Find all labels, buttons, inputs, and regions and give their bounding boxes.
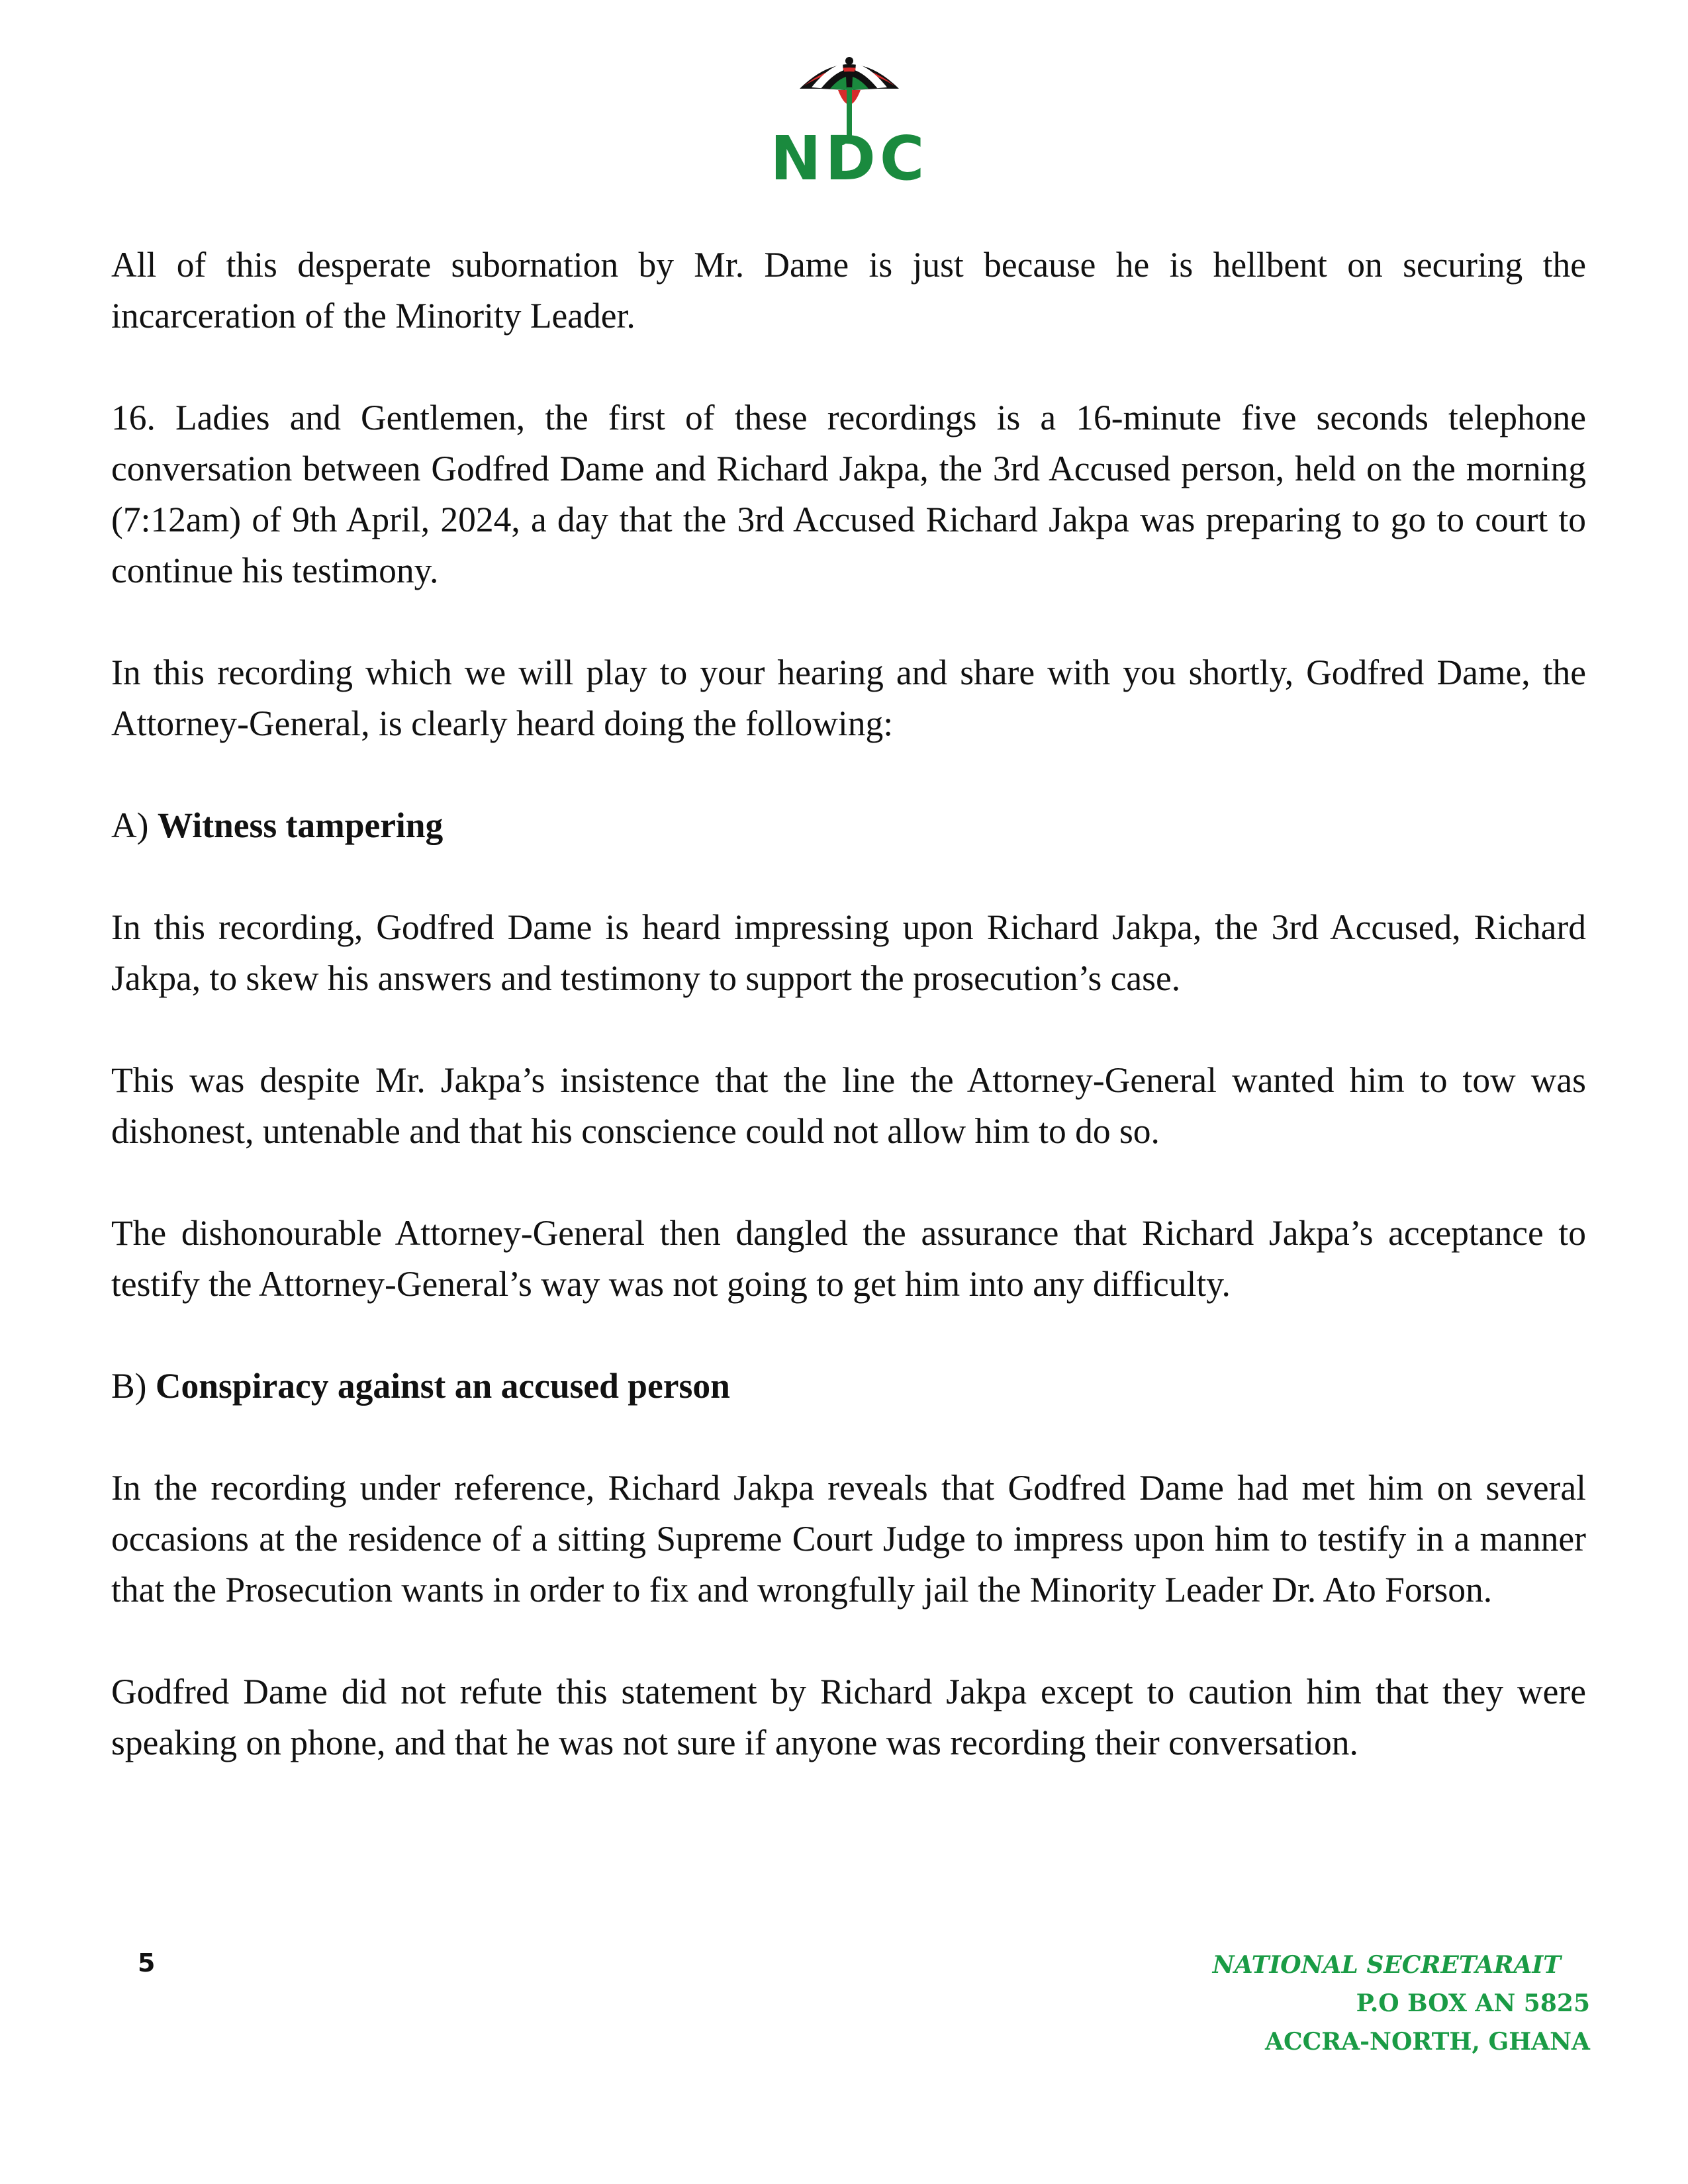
paragraph-3: In this recording which we will play to your hearing and share with you shortly, Godfred Dame, the Attorney-General, is clearly heard doing the following: bbox=[111, 653, 1586, 743]
address-line-3: ACCRA-NORTH, GHANA bbox=[1265, 2028, 1590, 2056]
logo-wordmark: NDC bbox=[770, 123, 929, 194]
paragraph-8: Godfred Dame did not refute this statement by Richard Jakpa except to caution him that they were speaking on phone, and that he was not sure if anyone was recording their conversation. bbox=[111, 1672, 1586, 1762]
paragraph-5: This was despite Mr. Jakpa’s insistence that the line the Attorney-General wanted him to tow was dishonest, untenable and that his conscience could not allow him to do so. bbox=[111, 1060, 1586, 1151]
address-line-2: P.O BOX AN 5825 bbox=[1356, 1989, 1590, 2017]
paragraph-2: 16. Ladies and Gentlemen, the first of these recordings is a 16-minute five seconds telephone conversation between Godfred Dame and Richard Jakpa, the 3rd Accused person, held on the morning (7:12am) of 9th April, 2024, a day that the 3rd Accused Richard Jakpa was preparing to go to court to continue his testimony. bbox=[111, 398, 1586, 590]
heading-a-title: Witness tampering bbox=[157, 805, 444, 845]
paragraph-6: The dishonourable Attorney-General then dangled the assurance that Richard Jakpa’s acceptance to testify the Attorney-General’s way was not going to get him into any difficulty. bbox=[111, 1213, 1586, 1304]
heading-b bbox=[111, 1361, 1586, 1412]
page-number: 5 bbox=[138, 1948, 156, 1978]
address-line-1: NATIONAL SECRETARAIT bbox=[1212, 1951, 1561, 1979]
paragraph-4: In this recording, Godfred Dame is heard impressing upon Richard Jakpa, the 3rd Accused, Richard Jakpa, to skew his answers and testimony to support the prosecution’s case. bbox=[111, 907, 1586, 998]
heading-b-title: Conspiracy against an accused person bbox=[155, 1366, 730, 1406]
paragraph-7: In the recording under reference, Richard Jakpa reveals that Godfred Dame had met him on several occasions at the residence of a sitting Supreme Court Judge to impress upon him to testify in a manner that the Prosecution wants in order to fix and wrongfully jail the Minority Leader Dr. Ato Forson. bbox=[111, 1468, 1586, 1610]
document-body bbox=[111, 240, 1586, 1819]
heading-a-prefix: A) bbox=[111, 805, 158, 845]
footer-address bbox=[1213, 1946, 1590, 2061]
heading-b-prefix: B) bbox=[111, 1366, 156, 1406]
paragraph-1: All of this desperate subornation by Mr. Dame is just because he is hellbent on securing the incarceration of the Minority Leader. bbox=[111, 245, 1586, 336]
heading-a bbox=[111, 800, 1586, 851]
ndc-logo bbox=[760, 48, 939, 195]
